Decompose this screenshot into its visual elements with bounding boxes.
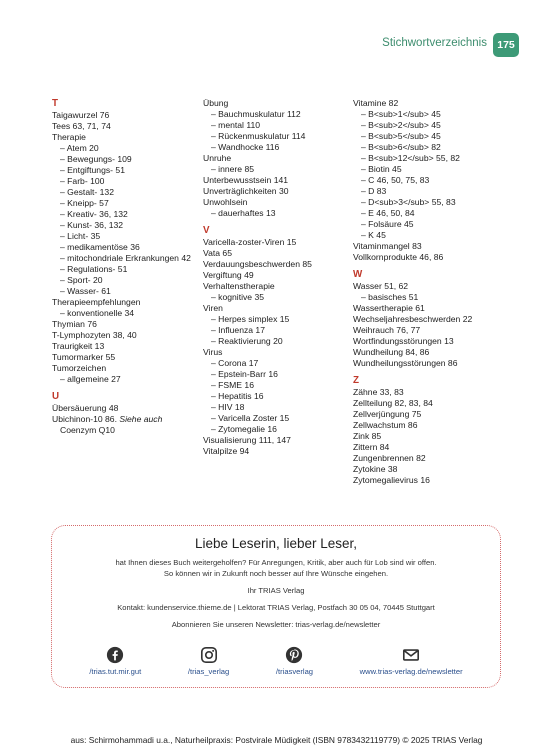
feedback-text-2: So können wir in Zukunft noch besser auf Ihre Wünsche eingehen. bbox=[163, 569, 389, 578]
index-entry: Vata 65 bbox=[203, 248, 232, 258]
source-footer: aus: Schirmohammadi u.a., Naturheilpraxis: Postvirale Müdigkeit (ISBN 9783432119779) © 2025 TRIAS Verlag bbox=[70, 735, 483, 745]
index-entry: Virus bbox=[203, 347, 223, 357]
index-entry: – Corona 17 bbox=[211, 358, 259, 368]
index-entry: Verdauungsbeschwerden 85 bbox=[203, 259, 312, 269]
section-title: Stichwortverzeichnis bbox=[382, 37, 487, 49]
index-entry: Tumormarker 55 bbox=[52, 352, 116, 362]
index-entry: – Rückenmuskulatur 114 bbox=[211, 131, 306, 141]
index-entry: Wassertherapie 61 bbox=[353, 303, 425, 313]
index-entry: Zellwachstum 86 bbox=[353, 420, 418, 430]
index-entry: Vitaminmangel 83 bbox=[353, 241, 422, 251]
index-entry: – Kneipp- 57 bbox=[60, 198, 109, 208]
index-entry: T-Lymphozyten 38, 40 bbox=[52, 330, 137, 340]
index-entry: – konventionelle 34 bbox=[60, 308, 135, 318]
index-entry: Therapie bbox=[52, 132, 86, 142]
index-entry: – E 46, 50, 84 bbox=[361, 208, 415, 218]
index-entry: – Atem 20 bbox=[60, 143, 99, 153]
feedback-title: Liebe Leserin, lieber Leser, bbox=[194, 536, 358, 551]
social-facebook-label[interactable]: /trias.tut.mir.gut bbox=[89, 667, 142, 676]
social-instagram-label[interactable]: /trias_verlag bbox=[187, 667, 230, 676]
social-newsletter[interactable] bbox=[360, 646, 463, 676]
index-entry: – Bewegungs- 109 bbox=[60, 154, 132, 164]
index-entry: – B<sub>5</sub> 45 bbox=[361, 131, 441, 141]
index-entry: – Varicella Zoster 15 bbox=[211, 413, 290, 423]
index-letter-t: T bbox=[52, 98, 58, 109]
index-entry: – B<sub>6</sub> 82 bbox=[361, 142, 441, 152]
index-entry: Zytomegalievirus 16 bbox=[353, 475, 430, 485]
index-entry: – Zytomegalie 16 bbox=[211, 424, 277, 434]
index-letter-u: U bbox=[52, 391, 60, 402]
index-entry: – Hepatitis 16 bbox=[211, 391, 264, 401]
mail-icon bbox=[402, 646, 420, 664]
social-newsletter-label[interactable]: www.trias-verlag.de/newsletter bbox=[359, 667, 463, 676]
index-entry: – Wasser- 61 bbox=[60, 286, 111, 296]
pinterest-icon bbox=[285, 646, 303, 664]
index-entry: – B<sub>2</sub> 45 bbox=[361, 120, 441, 130]
index-entry: Übersäuerung 48 bbox=[52, 403, 119, 413]
index-letter-v: V bbox=[203, 225, 210, 236]
index-letter-z: Z bbox=[353, 375, 359, 386]
index-entry: Taigawurzel 76 bbox=[52, 110, 110, 120]
index-entry: – B<sub>12</sub> 55, 82 bbox=[361, 153, 460, 163]
index-entry: – B<sub>1</sub> 45 bbox=[361, 109, 441, 119]
index-entry: – Herpes simplex 15 bbox=[211, 314, 290, 324]
index-entry: – Entgiftungs- 51 bbox=[60, 165, 125, 175]
index-entry: – innere 85 bbox=[211, 164, 255, 174]
index-entry: – Gestalt- 132 bbox=[60, 187, 114, 197]
index-entry: – allgemeine 27 bbox=[60, 374, 121, 384]
index-entry: – HIV 18 bbox=[211, 402, 245, 412]
index-column-3 bbox=[353, 98, 503, 486]
reader-feedback-box bbox=[51, 525, 501, 688]
index-entry: – D<sub>3</sub> 55, 83 bbox=[361, 197, 456, 207]
index-entry: – mental 110 bbox=[211, 120, 261, 130]
instagram-icon bbox=[200, 646, 218, 664]
index-entry: – Kunst- 36, 132 bbox=[60, 220, 124, 230]
index-section-u-cont bbox=[203, 98, 348, 219]
index-entry: Tumorzeichen bbox=[52, 363, 107, 373]
index-entry: Viren bbox=[203, 303, 223, 313]
index-entry: Vitalpilze 94 bbox=[203, 446, 250, 456]
feedback-newsletter[interactable]: Abonnieren Sie unseren Newsletter: trias-verlag.de/newsletter bbox=[171, 620, 381, 629]
index-entry: Varicella-zoster-Viren 15 bbox=[203, 237, 297, 247]
index-entry: Wortfindungsstörungen 13 bbox=[353, 336, 454, 346]
index-entry: – kognitive 35 bbox=[211, 292, 265, 302]
index-entry: – Folsäure 45 bbox=[361, 219, 414, 229]
index-entry: Wundheilungsstörungen 86 bbox=[353, 358, 458, 368]
index-section-v-cont bbox=[353, 98, 503, 263]
index-entry: – D 83 bbox=[361, 186, 387, 196]
index-entry: Visualisierung 111, 147 bbox=[203, 435, 291, 445]
index-letter-w: W bbox=[353, 269, 363, 280]
index-entry: – Regulations- 51 bbox=[60, 264, 128, 274]
index-entry: Zink 85 bbox=[353, 431, 382, 441]
index-section-t bbox=[52, 98, 194, 385]
index-entry: Wechseljahresbeschwerden 22 bbox=[353, 314, 473, 324]
index-entry: – K 45 bbox=[361, 230, 386, 240]
index-entry: Weihrauch 76, 77 bbox=[353, 325, 421, 335]
index-entry: Übung bbox=[203, 98, 229, 108]
page-number-badge: 175 bbox=[493, 33, 519, 57]
index-entry: Wundheilung 84, 86 bbox=[353, 347, 430, 357]
index-entry: Zellverjüngung 75 bbox=[353, 409, 422, 419]
index-entry: – Farb- 100 bbox=[60, 176, 105, 186]
index-entry: – Epstein-Barr 16 bbox=[211, 369, 278, 379]
index-entry: – Licht- 35 bbox=[60, 231, 101, 241]
index-entry: – dauerhaftes 13 bbox=[211, 208, 276, 218]
index-section-v bbox=[203, 225, 348, 457]
index-entry: – FSME 16 bbox=[211, 380, 254, 390]
index-entry: Zellteilung 82, 83, 84 bbox=[353, 398, 433, 408]
index-section-w bbox=[353, 269, 503, 369]
social-links bbox=[52, 646, 500, 676]
social-pinterest[interactable] bbox=[276, 646, 313, 676]
index-entry: Traurigkeit 13 bbox=[52, 341, 105, 351]
index-entry: Zittern 84 bbox=[353, 442, 390, 452]
index-entry: – Reaktivierung 20 bbox=[211, 336, 283, 346]
index-entry: Vitamine 82 bbox=[353, 98, 399, 108]
index-entry: – Bauchmuskulatur 112 bbox=[211, 109, 301, 119]
index-entry: Ubichinon-10 86. Siehe auch Coenzym Q10 bbox=[52, 414, 163, 435]
index-entry: Wasser 51, 62 bbox=[353, 281, 409, 291]
index-entry: Zungenbrennen 82 bbox=[353, 453, 426, 463]
index-entry: – mitochondriale Erkrankungen 42 bbox=[60, 253, 191, 263]
index-entry: Unverträglichkeiten 30 bbox=[203, 186, 289, 196]
index-entry: – basisches 51 bbox=[361, 292, 419, 302]
index-entry: – Sport- 20 bbox=[60, 275, 103, 285]
index-column-1 bbox=[52, 98, 194, 436]
feedback-signoff: Ihr TRIAS Verlag bbox=[247, 586, 305, 595]
index-entry: Verhaltenstherapie bbox=[203, 281, 275, 291]
index-entry: – Wandhocke 116 bbox=[211, 142, 280, 152]
index-entry: Vollkornprodukte 46, 86 bbox=[353, 252, 444, 262]
index-entry: Unwohlsein bbox=[203, 197, 248, 207]
social-instagram[interactable] bbox=[188, 646, 229, 676]
index-entry: – Influenza 17 bbox=[211, 325, 265, 335]
index-entry: Zytokine 38 bbox=[353, 464, 398, 474]
index-entry: Unruhe bbox=[203, 153, 232, 163]
feedback-text-1: hat Ihnen dieses Buch weitergeholfen? Für Anregungen, Kritik, aber auch für Lob sind wir offen. bbox=[115, 558, 437, 567]
index-column-2 bbox=[203, 98, 348, 457]
index-entry: – Kreativ- 36, 132 bbox=[60, 209, 128, 219]
feedback-contact[interactable]: Kontakt: kundenservice.thieme.de | Lektorat TRIAS Verlag, Postfach 30 05 04, 70445 Stuttgart bbox=[117, 603, 435, 612]
social-facebook[interactable] bbox=[89, 646, 141, 676]
social-pinterest-label[interactable]: /triasverlag bbox=[275, 667, 314, 676]
index-entry: Therapieempfehlungen bbox=[52, 297, 141, 307]
index-entry: – medikamentöse 36 bbox=[60, 242, 140, 252]
facebook-icon bbox=[106, 646, 124, 664]
index-section-u bbox=[52, 391, 194, 436]
index-entry: Vergiftung 49 bbox=[203, 270, 254, 280]
index-entry: Tees 63, 71, 74 bbox=[52, 121, 111, 131]
index-entry: – Biotin 45 bbox=[361, 164, 402, 174]
index-entry: Thymian 76 bbox=[52, 319, 97, 329]
index-entry: Zähne 33, 83 bbox=[353, 387, 404, 397]
index-entry: – C 46, 50, 75, 83 bbox=[361, 175, 430, 185]
index-entry: Unterbewusstsein 141 bbox=[203, 175, 289, 185]
index-section-z bbox=[353, 375, 503, 486]
